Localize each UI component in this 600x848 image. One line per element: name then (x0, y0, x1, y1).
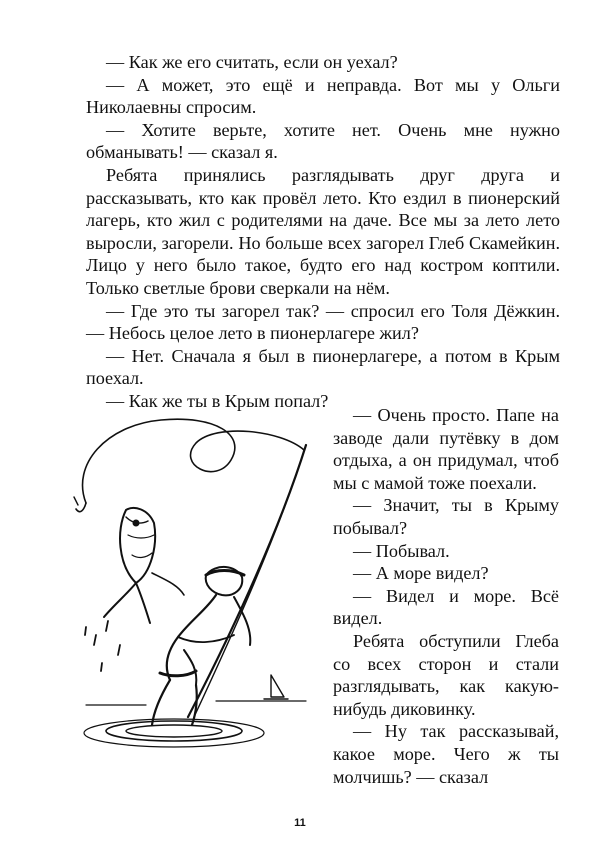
page-number: 11 (294, 817, 306, 829)
paragraph: — Хотите верьте, хотите нет. Очень мне нужно обманывать! — сказал я. (86, 119, 560, 163)
paragraph: — Ну так рассказывай, какое море. Чего ж ты молчишь? — сказал (333, 721, 559, 787)
paragraph: — А море видел? (353, 563, 489, 584)
paragraph: — Как же ты в Крым попал? (106, 390, 329, 411)
side-text-block (333, 404, 559, 788)
paragraph: — Нет. Сначала я был в пионерлагере, а потом в Крым поехал. (86, 345, 560, 389)
paragraph: Ребята обступили Глеба со всех сторон и стали разглядывать, как какую-нибудь диковинку. (333, 630, 559, 719)
paragraph: — Значит, ты в Крыму побывал? (333, 495, 559, 538)
paragraph: — А может, это ещё и неправда. Вот мы у Ольги Николаевны спросим. (86, 74, 560, 118)
paragraph: — Видел и море. Всё видел. (333, 585, 559, 629)
paragraph: — Как же его считать, если он уехал? (106, 52, 398, 72)
paragraph: Ребята принялись разглядывать друг друга и рассказывать, кто как провёл лето. Кто ездил в пионерский лагерь, кто жил с родителями на даче. Все мы за лето лето выросли, загорели. Но больше всех загорел Глеб Скамейкин. Лицо у него было такое, будто его над костром коптили. Только светлые брови сверкали на нём. (86, 164, 560, 298)
main-text-block (86, 51, 560, 413)
paragraph: — Побывал. (353, 540, 450, 561)
fishing-boy-illustration (66, 405, 328, 757)
paragraph: — Очень просто. Папе на заводе дали путёвку в дом отдыха, а он придумал, чтоб мы с мамой тоже поехали. (333, 405, 559, 493)
paragraph: — Где это ты загорел так? — спросил его Толя Дёжкин. — Небось целое лето в пионерлагере жил? (86, 300, 560, 344)
